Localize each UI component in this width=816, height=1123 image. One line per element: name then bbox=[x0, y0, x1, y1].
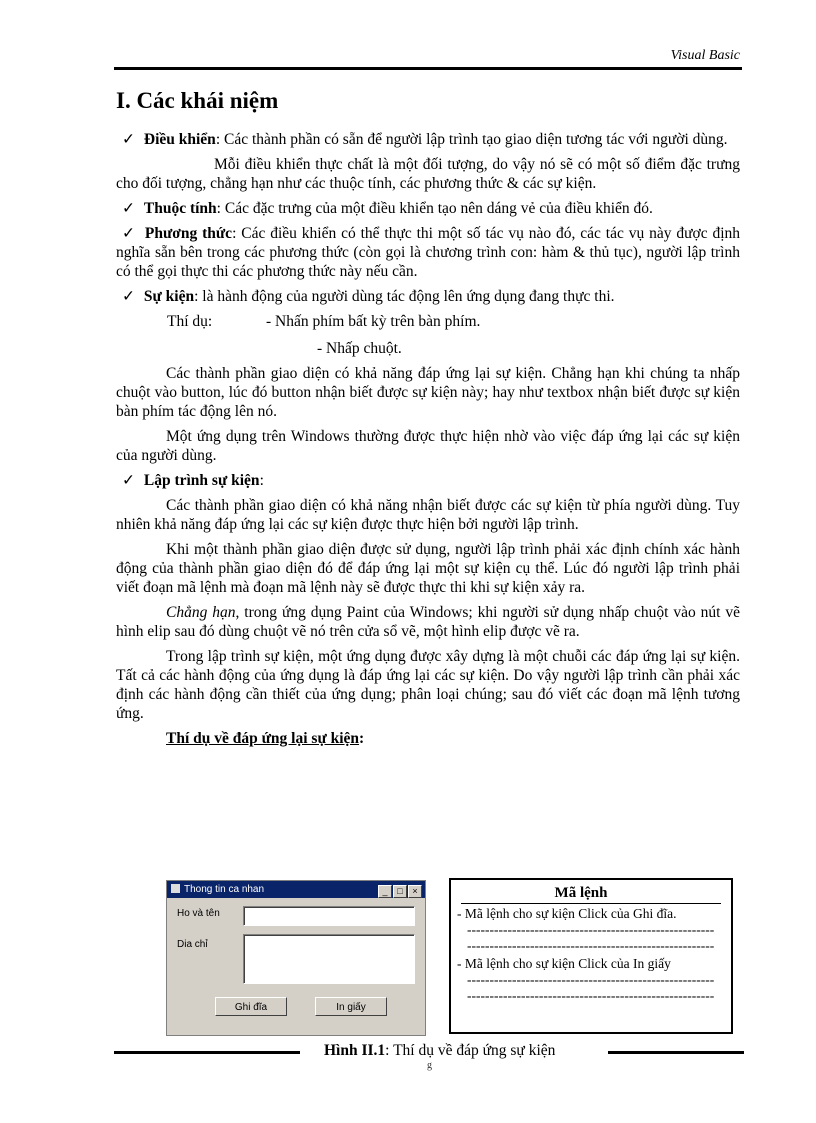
term-event-programming: Lập trình sự kiện bbox=[143, 472, 260, 489]
italic-for-example: Chẳng hạn bbox=[166, 604, 236, 621]
paragraph-controls-detail: Mỗi điều khiển thực chất là một đối tượng, do vậy nó sẽ có một số điểm đặc trưng cho đối tượng, chẳng hạn như các thuộc tính, các phương thức & các sự kiện. bbox=[116, 156, 740, 192]
paragraph-events bbox=[116, 287, 740, 306]
header-title: Visual Basic bbox=[670, 48, 740, 63]
example-1: - Nhấn phím bất kỳ trên bàn phím. bbox=[266, 313, 481, 330]
paragraph-controls bbox=[116, 130, 740, 149]
vb-form-title: Thong tin ca nhan bbox=[184, 884, 265, 895]
term-methods: Phương thức bbox=[144, 225, 233, 242]
caption-rule-left bbox=[114, 1051, 300, 1054]
check-icon: ✓ bbox=[122, 225, 135, 242]
caption-description: : Thí dụ về đáp ứng sự kiện bbox=[385, 1042, 556, 1059]
term-events: Sự kiện bbox=[143, 288, 195, 305]
paragraph-paint bbox=[116, 603, 740, 641]
code-line-print: - Mã lệnh cho sự kiện Click của In giấy bbox=[457, 956, 671, 971]
code-dash-4: ------------------------------------------------------- bbox=[467, 988, 715, 1003]
close-icon[interactable]: × bbox=[408, 885, 422, 898]
text-properties: : Các đặc trưng của một điều khiển tạo nên dáng vẻ của điều khiển đó. bbox=[216, 200, 653, 217]
caption-text bbox=[324, 1042, 555, 1060]
code-box-rule bbox=[461, 903, 721, 904]
term-controls: Điều khiển bbox=[143, 131, 216, 148]
paragraph-properties bbox=[116, 199, 740, 218]
window-icon bbox=[171, 884, 180, 893]
window-controls bbox=[377, 883, 422, 900]
example-2: - Nhấp chuột. bbox=[317, 340, 402, 357]
label-name: Ho và tên bbox=[177, 908, 220, 919]
page-number: g bbox=[427, 1060, 432, 1071]
figure-heading-text: Thí dụ về đáp ứng lại sự kiện bbox=[166, 730, 360, 747]
code-dash-2: ------------------------------------------------------- bbox=[467, 938, 715, 953]
save-disk-button[interactable]: Ghi đĩa bbox=[215, 997, 287, 1016]
caption-rule-right bbox=[608, 1051, 744, 1054]
code-dash-1: ------------------------------------------------------- bbox=[467, 922, 715, 937]
header-rule bbox=[114, 67, 742, 70]
text-event-programming: : bbox=[259, 472, 264, 489]
print-button[interactable]: In giấy bbox=[315, 997, 387, 1016]
paragraph-methods bbox=[116, 224, 740, 281]
caption-label: Hình II.1 bbox=[324, 1042, 386, 1059]
code-line-save: - Mã lệnh cho sự kiện Click của Ghi đĩa. bbox=[457, 906, 677, 921]
figure-caption bbox=[114, 1042, 744, 1062]
name-input[interactable] bbox=[243, 906, 415, 926]
section-title: I. Các khái niệm bbox=[116, 88, 279, 113]
example-row bbox=[116, 312, 740, 358]
minimize-icon[interactable]: _ bbox=[378, 885, 392, 898]
check-icon: ✓ bbox=[122, 200, 135, 217]
maximize-icon[interactable]: □ bbox=[393, 885, 407, 898]
vb-form-titlebar[interactable] bbox=[167, 881, 425, 898]
vb-form-window bbox=[166, 880, 426, 1036]
text-controls: : Các thành phần có sẵn để người lập trình tạo giao diện tương tác với người dùng. bbox=[215, 131, 728, 148]
check-icon: ✓ bbox=[122, 288, 135, 305]
paragraph-ui-used: Khi một thành phần giao diện được sử dụng, người lập trình phải xác định chính xác hành động của thành phần giao diện đó để đáp ứng lại một sự kiện cụ thể. Lúc đó người lập trình phải viết đoạn mã lệnh mà đoạn mã lệnh này sẽ được thực thi khi sự kiện xảy ra. bbox=[116, 541, 740, 596]
figure-heading-colon: : bbox=[359, 730, 365, 747]
term-properties: Thuộc tính bbox=[143, 200, 217, 217]
example-label: Thí dụ: bbox=[167, 313, 213, 330]
text-methods: : Các điều khiển có thể thực thi một số tác vụ nào đó, các tác vụ này được định nghĩa sẵn bên trong các phương thức (còn gọi là chương trình con: hàm & thủ tục), người lập trình có thể gọi thực thi các phương thức này nếu cần. bbox=[116, 225, 741, 280]
code-dash-3: ------------------------------------------------------- bbox=[467, 972, 715, 987]
code-box-title: Mã lệnh bbox=[554, 885, 608, 901]
code-box bbox=[449, 878, 733, 1034]
check-icon: ✓ bbox=[122, 472, 135, 489]
check-icon: ✓ bbox=[122, 131, 135, 148]
figure-heading bbox=[116, 729, 740, 748]
label-address: Dia chỉ bbox=[177, 939, 208, 950]
paragraph-event-programming bbox=[116, 471, 740, 490]
paragraph-windows: Một ứng dụng trên Windows thường được thực hiện nhờ vào việc đáp ứng lại các sự kiện của người dùng. bbox=[116, 428, 740, 464]
text-paint: , trong ứng dụng Paint của Windows; khi người sử dụng nhấp chuột vào nút vẽ hình elip sau đó dùng chuột vẽ nó trên cửa sổ vẽ, một hình elip được vẽ ra. bbox=[116, 604, 740, 640]
paragraph-respond: Các thành phần giao diện có khả năng đáp ứng lại sự kiện. Chẳng hạn khi chúng ta nhấp chuột vào button, lúc đó button nhận biết được sự kiện này; hay như textbox nhận biết được sự kiện bàn phím tác động lên nó. bbox=[116, 365, 740, 420]
paragraph-ui-recognize: Các thành phần giao diện có khả năng nhận biết được các sự kiện từ phía người dùng. Tuy nhiên khả năng đáp ứng lại các sự kiện được thực hiện bởi người lập trình. bbox=[116, 497, 740, 533]
address-input[interactable] bbox=[243, 934, 415, 984]
paragraph-chain: Trong lập trình sự kiện, một ứng dụng được xây dựng là một chuỗi các đáp ứng lại sự kiện. Tất cả các hành động của ứng dụng là đáp ứng lại các sự kiện. Do vậy người lập trình cần phải xác định các hành động cần thiết của ứng dụng; phân loại chúng; sau đó viết các đoạn mã lệnh tương ứng. bbox=[116, 648, 740, 722]
content bbox=[116, 130, 740, 748]
text-events: : là hành động của người dùng tác động lên ứng dụng đang thực thi. bbox=[194, 288, 615, 305]
